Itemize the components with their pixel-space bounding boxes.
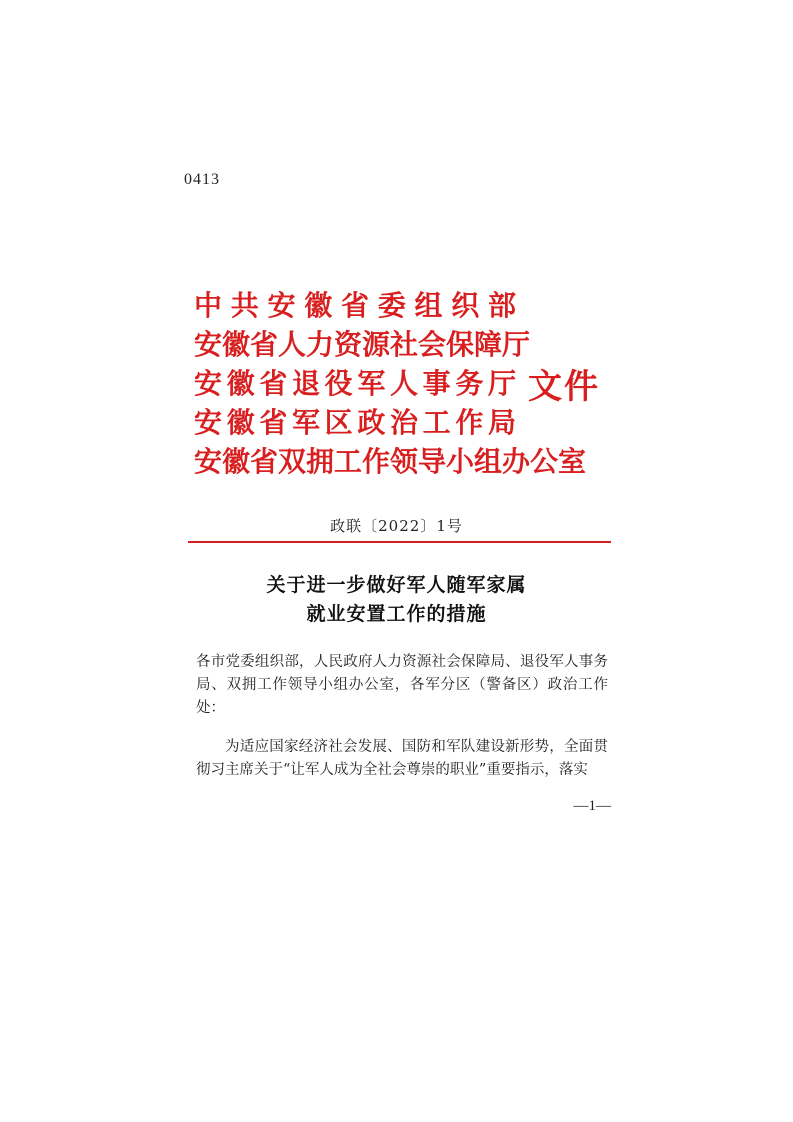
- issuer-line: 安徽省退役军人事务厅: [194, 367, 516, 400]
- document-number: 政联〔2022〕1号: [330, 517, 463, 535]
- document-code: 0413: [184, 171, 220, 188]
- issuer-line: 安徽省双拥工作领导小组办公室: [194, 445, 587, 478]
- red-divider-line: [188, 541, 611, 543]
- issuer-line: 安徽省人力资源社会保障厅: [194, 328, 531, 361]
- document-type-label: 文件: [528, 367, 600, 407]
- page-number: —1—: [573, 798, 611, 814]
- document-title-line: 关于进一步做好军人随军家属: [266, 574, 527, 596]
- issuer-line: 安徽省军区政治工作局: [194, 406, 516, 439]
- document-title-line: 就业安置工作的措施: [306, 603, 487, 625]
- body-paragraph: 为适应国家经济社会发展、国防和军队建设新形势，全面贯彻习主席关于“让军人成为全社会尊崇的职业”重要指示，落实: [196, 739, 608, 778]
- addressees-paragraph: 各市党委组织部，人民政府人力资源社会保障局、退役军人事务局、双拥工作领导小组办公室，各军分区（警备区）政治工作处：: [196, 654, 608, 716]
- issuer-line: 中共安徽省委组织部: [194, 289, 516, 322]
